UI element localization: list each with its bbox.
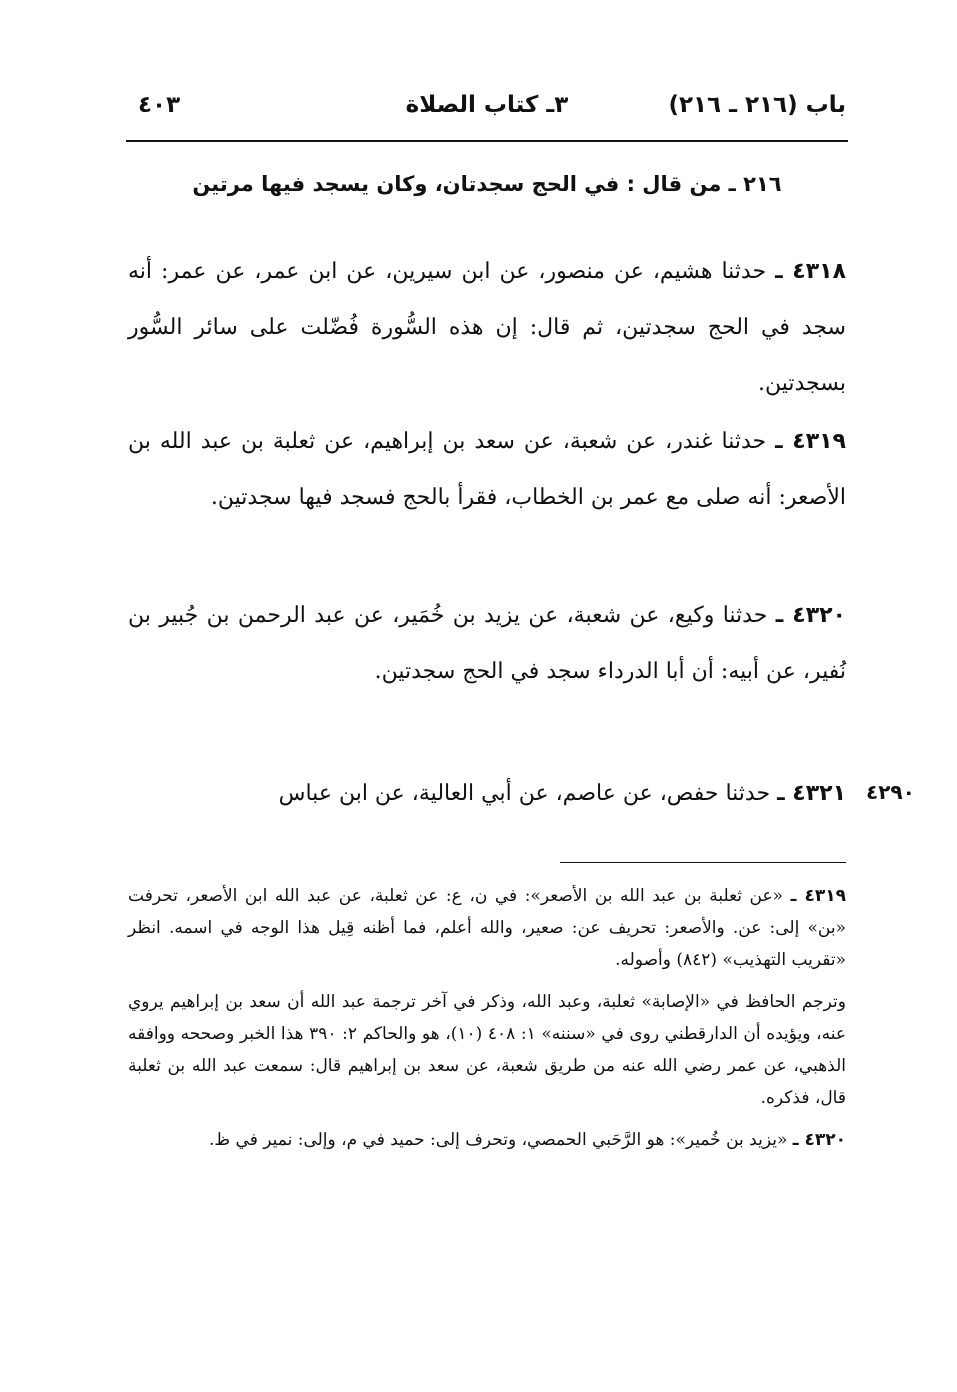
hadith-4318 [128, 244, 846, 412]
hadith-text: حدثنا وكيع، عن شعبة، عن يزيد بن خُمَير، عن عبد الرحمن بن جُبير بن نُفير، عن أبيه: أن أبا الدرداء سجد في الحج سجدتين. [128, 603, 846, 684]
book-title: ٣ـ كتاب الصلاة [405, 92, 569, 118]
footnote [128, 880, 846, 976]
running-header [128, 88, 846, 134]
page-number: ٤٠٣ [138, 92, 181, 118]
header-divider [126, 140, 848, 142]
hadith-number: ٤٣٢٠ ـ [775, 603, 846, 628]
hadith-text: حدثنا حفص، عن عاصم، عن أبي العالية، عن ابن عباس [278, 781, 771, 806]
footnote [128, 1124, 846, 1156]
footnote-text: وترجم الحافظ في «الإصابة» ثعلبة، وعبد الله، وذكر في آخر ترجمة عبد الله أن سعد بن إبراهيم يروي عنه، ويؤيده أن الدارقطني روى في «سننه» ١: ٤٠٨ (١٠)، هو والحاكم ٢: ٣٩٠ هذا الخبر وصححه ووافقه الذهبي، عن عمر رضي الله عنه من طريق شعبة، عن سعد بن إبراهيم قال: سمعت عبد الله بن ثعلبة قال، فذكره. [128, 992, 846, 1108]
hadith-4320 [128, 588, 846, 700]
hadith-number: ٤٣٢١ ـ [777, 781, 846, 806]
footnotes [128, 880, 846, 1166]
footnote [128, 986, 846, 1114]
margin-number: ٤٢٩٠ [866, 780, 915, 804]
hadith-text: حدثنا هشيم، عن منصور، عن ابن سيرين، عن ابن عمر، عن عمر: أنه سجد في الحج سجدتين، ثم قال: إن هذه السُّورة فُضّلت على سائر السُّور بسجدتين. [128, 259, 846, 396]
hadith-text: حدثنا غندر، عن شعبة، عن سعد بن إبراهيم، عن ثعلبة بن عبد الله بن الأصعر: أنه صلى مع عمر بن الخطاب، فقرأ بالحج فسجد فيها سجدتين. [128, 429, 846, 510]
footnote-number: ٤٣٢٠ ـ [792, 1130, 846, 1150]
footnote-divider [560, 862, 846, 863]
footnote-text: «عن ثعلبة بن عبد الله بن الأصعر»: في ن، ع: عن ثعلبة، عن عبد الله ابن الأصعر، تحرفت «بن» إلى: عن. والأصعر: تحريف عن: صعير، والله أعلم، فما أظنه قِيل هذا الوجه في اسمه. انظر «تقريب التهذيب» (٨٤٢) وأصوله. [128, 886, 846, 970]
hadith-number: ٤٣١٩ ـ [775, 429, 846, 454]
chapter-range: باب (٢١٦ ـ ٢١٦) [668, 92, 846, 118]
footnote-number: ٤٣١٩ ـ [790, 886, 846, 906]
hadith-number: ٤٣١٨ ـ [775, 259, 846, 284]
chapter-title: ٢١٦ ـ من قال : في الحج سجدتان، وكان يسجد فيها مرتين [192, 172, 782, 196]
hadith-4319 [128, 414, 846, 526]
footnote-text: «يزيد بن خُمير»: هو الرَّحَبي الحمصي، وتحرف إلى: حميد في م، وإلى: نمير في ظ. [209, 1130, 788, 1150]
hadith-4321 [128, 766, 846, 822]
